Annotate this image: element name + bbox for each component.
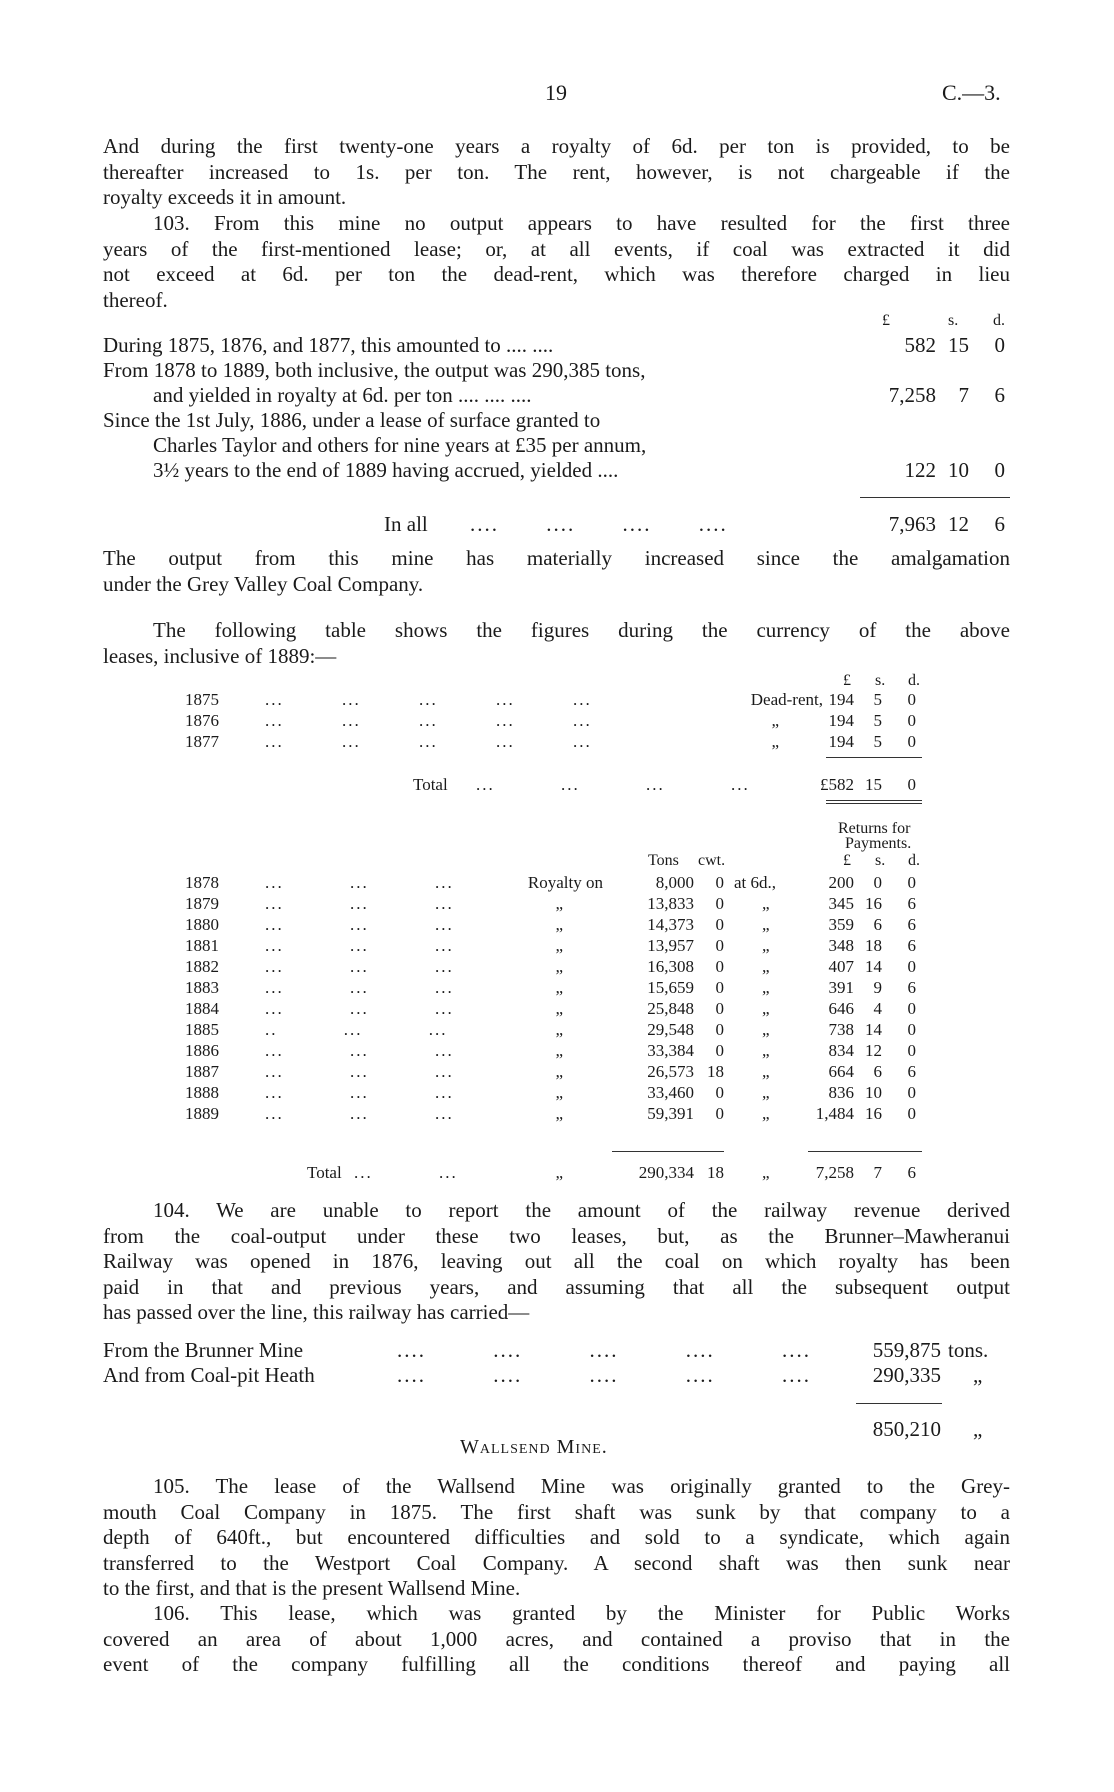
table-cwt: 0 xyxy=(715,1020,724,1039)
table-pence: 6 xyxy=(907,978,916,997)
text-line: 104. We are unable to report the amount of the railway revenue derived xyxy=(153,1198,1010,1222)
table-pounds: 834 xyxy=(828,1041,854,1060)
table-leader-dots: ... ... ... xyxy=(265,1062,454,1081)
table-cwt: 0 xyxy=(715,978,724,997)
account-row-label: 3½ years to the end of 1889 having accrued, yielded .... xyxy=(153,458,619,482)
text-line: thereof. xyxy=(103,287,168,312)
table-label: „ xyxy=(555,978,563,997)
text-line: 105. The lease of the Wallsend Mine was originally granted to the Grey- xyxy=(153,1474,1010,1498)
account-pounds: 122 xyxy=(904,458,936,482)
table-tons: 16,308 xyxy=(647,957,694,976)
table-tons: 29,548 xyxy=(647,1020,694,1039)
table-pence: 6 xyxy=(907,915,916,934)
table-pounds: 359 xyxy=(828,915,854,934)
account-shillings: 7 xyxy=(958,383,969,407)
paragraph-intro xyxy=(103,134,1010,211)
table-tons: 14,373 xyxy=(647,915,694,934)
text-line: leases, inclusive of 1889:— xyxy=(103,643,337,668)
text-line: mouth Coal Company in 1875. The first shaft was sunk by that company to a xyxy=(103,1499,1010,1524)
table-rate: „ xyxy=(762,957,770,976)
text-line: event of the company fulfilling all the conditions thereof and paying all xyxy=(103,1652,1010,1676)
table-tons: 26,573 xyxy=(647,1062,694,1081)
table-leader-dots: ... ... ... xyxy=(265,873,454,892)
paragraph-104 xyxy=(103,1198,1010,1326)
table-pence: 0 xyxy=(907,873,916,892)
table-pounds: 836 xyxy=(828,1083,854,1102)
table-tons: 25,848 xyxy=(647,999,694,1018)
railway-unit: „ xyxy=(973,1417,983,1441)
pence-heading: d. xyxy=(908,672,920,689)
table-rate: „ xyxy=(762,1020,770,1039)
table-label: „ xyxy=(771,711,779,730)
table-label: „ xyxy=(555,1041,563,1060)
table-pounds: 345 xyxy=(828,894,854,913)
table-cwt: 0 xyxy=(715,873,724,892)
table-leader-dots: ... ... ... ... ... xyxy=(265,732,592,751)
table-tons: 33,384 xyxy=(647,1041,694,1060)
table-total-pounds: £582 xyxy=(820,775,854,794)
table-rate: „ xyxy=(762,1104,770,1123)
table-shillings: 12 xyxy=(865,1041,882,1060)
table-pence: 0 xyxy=(907,1104,916,1123)
table-year: 1887 xyxy=(185,1062,219,1081)
cwt-heading: cwt. xyxy=(698,852,726,869)
table-pounds: 738 xyxy=(828,1020,854,1039)
table-rate: at 6d., xyxy=(734,873,777,892)
section-heading: Wallsend Mine. xyxy=(460,1436,608,1458)
account-pence: 0 xyxy=(994,458,1005,482)
paragraph-table-intro xyxy=(103,618,1010,669)
account-row-label: Charles Taylor and others for nine years at £35 per annum, xyxy=(153,433,647,457)
account-shillings: 15 xyxy=(948,333,969,357)
table-year: 1886 xyxy=(185,1041,219,1060)
table-year: 1882 xyxy=(185,957,219,976)
table-total-pence: 6 xyxy=(907,1163,916,1182)
text-line: 103. From this mine no output appears to have resulted for the first three xyxy=(153,211,1010,235)
table-total-pounds: 7,258 xyxy=(815,1163,854,1182)
table-shillings: 6 xyxy=(873,1062,882,1081)
table-label: „ xyxy=(555,1062,563,1081)
sum-rule xyxy=(826,757,922,758)
table-year: 1884 xyxy=(185,999,219,1018)
table-shillings: 16 xyxy=(865,894,882,913)
table-leader-dots: ... ... ... xyxy=(265,915,454,934)
paragraph-105 xyxy=(103,1474,1010,1602)
table-pounds: 646 xyxy=(828,999,854,1018)
table-pounds: 200 xyxy=(828,873,854,892)
table-cwt: 0 xyxy=(715,936,724,955)
railway-value: 559,875 xyxy=(872,1338,941,1362)
table-cwt: 0 xyxy=(715,915,724,934)
table-total-label: Total xyxy=(413,775,448,794)
table-label: „ xyxy=(555,894,563,913)
table-pounds: 664 xyxy=(828,1062,854,1081)
sum-rule xyxy=(860,497,1010,498)
table-year: 1878 xyxy=(185,873,219,892)
returns-heading: Payments. xyxy=(845,835,912,852)
account-shillings: 10 xyxy=(948,458,969,482)
account-total-label: In all xyxy=(384,512,428,536)
table-label: Royalty on xyxy=(527,873,603,892)
paragraph-106 xyxy=(103,1601,1010,1678)
text-line: under the Grey Valley Coal Company. xyxy=(103,571,424,596)
table-cwt: 0 xyxy=(715,1083,724,1102)
text-line: not exceed at 6d. per ton the dead-rent, which was therefore charged in lieu xyxy=(103,262,1010,286)
table-year: 1885 xyxy=(185,1020,219,1039)
table-leader-dots: ... ... ... xyxy=(265,978,454,997)
table-year: 1888 xyxy=(185,1083,219,1102)
table-label: „ xyxy=(555,957,563,976)
sum-rule xyxy=(612,1151,724,1152)
table-leader-dots: ... ... ... ... xyxy=(476,775,750,794)
table-label: „ xyxy=(555,936,563,955)
table-leader-dots: ... ... ... xyxy=(265,1104,454,1123)
table-rate: „ xyxy=(762,894,770,913)
table-rate: „ xyxy=(762,1062,770,1081)
pounds-heading: £ xyxy=(843,672,851,689)
text-line: transferred to the Westport Coal Company. A second shaft was then sunk near xyxy=(103,1550,1010,1575)
table-shillings: 9 xyxy=(873,978,882,997)
page-number: 19 xyxy=(545,80,567,105)
railway-unit: „ xyxy=(973,1363,983,1387)
table-cwt: 0 xyxy=(715,1104,724,1123)
account-pence: 0 xyxy=(994,333,1005,357)
table-rate: „ xyxy=(762,936,770,955)
text-line: And during the first twenty-one years a royalty of 6d. per ton is provided, to be xyxy=(103,134,1010,158)
pounds-heading: £ xyxy=(882,312,890,329)
text-line: paid in that and previous years, and assuming that all the subsequent output xyxy=(103,1274,1010,1299)
account-total-dots: .... .... .... .... xyxy=(470,512,728,536)
table-shillings: 5 xyxy=(873,690,882,709)
table-cwt: 0 xyxy=(715,1041,724,1060)
table-pence: 0 xyxy=(907,732,916,751)
table-total-rate: „ xyxy=(762,1163,770,1182)
text-line: depth of 640ft., but encountered difficulties and sold to a syndicate, which again xyxy=(103,1525,1010,1549)
table-label: „ xyxy=(555,1104,563,1123)
paragraph-103 xyxy=(103,211,1010,313)
table-rate: „ xyxy=(762,999,770,1018)
table-pence: 0 xyxy=(907,1041,916,1060)
table-leader-dots: ... ... ... ... ... xyxy=(265,711,592,730)
table-label: „ xyxy=(555,999,563,1018)
tons-heading: Tons xyxy=(648,852,679,869)
account-pounds: 7,258 xyxy=(888,383,936,407)
pounds-heading: £ xyxy=(843,852,851,869)
shillings-heading: s. xyxy=(948,312,959,329)
table-shillings: 0 xyxy=(873,873,882,892)
pence-heading: d. xyxy=(908,852,920,869)
table-year: 1881 xyxy=(185,936,219,955)
text-line: The output from this mine has materially increased since the amalgamation xyxy=(103,546,1010,570)
table-tons: 8,000 xyxy=(655,873,694,892)
table-rate: „ xyxy=(762,1083,770,1102)
paragraph-output xyxy=(103,546,1010,597)
account-total-pence: 6 xyxy=(994,512,1005,536)
account-total-pounds: 7,963 xyxy=(888,512,936,536)
table-year: 1889 xyxy=(185,1104,219,1123)
text-line: Railway was opened in 1876, leaving out all the coal on which royalty has been xyxy=(103,1249,1010,1273)
table-cwt: 0 xyxy=(715,999,724,1018)
table-shillings: 14 xyxy=(865,1020,882,1039)
table-total-pence: 0 xyxy=(907,775,916,794)
table-shillings: 10 xyxy=(865,1083,882,1102)
table-pence: 0 xyxy=(907,1083,916,1102)
table-label: „ xyxy=(555,1083,563,1102)
double-rule xyxy=(826,803,922,804)
table-pounds: 391 xyxy=(828,978,854,997)
table-total-tons: 290,334 xyxy=(638,1163,694,1182)
account-row-label: and yielded in royalty at 6d. per ton .... .... .... xyxy=(153,383,532,407)
table-tons: 33,460 xyxy=(647,1083,694,1102)
table-leader-dots: ... ... ... xyxy=(265,1083,454,1102)
table-year: 1879 xyxy=(185,894,219,913)
railway-row-label: And from Coal-pit Heath xyxy=(103,1363,315,1387)
table-leader-dots: .. ... ... xyxy=(265,1020,448,1039)
account-row-label: From 1878 to 1889, both inclusive, the output was 290,385 tons, xyxy=(103,358,646,382)
text-line: from the coal-output under these two leases, but, as the Brunner–Mawheranui xyxy=(103,1223,1010,1248)
sum-rule xyxy=(856,1403,942,1404)
sum-rule xyxy=(808,1151,922,1152)
table-pounds: 407 xyxy=(828,957,854,976)
table-tons: 13,833 xyxy=(647,894,694,913)
table-pence: 6 xyxy=(907,1062,916,1081)
account-total-shillings: 12 xyxy=(948,512,969,536)
table-pounds: 348 xyxy=(828,936,854,955)
table-year: 1876 xyxy=(185,711,219,730)
text-line: to the first, and that is the present Wallsend Mine. xyxy=(103,1576,521,1600)
table-cwt: 0 xyxy=(715,894,724,913)
table-pence: 0 xyxy=(907,711,916,730)
table-pounds: 1,484 xyxy=(815,1104,854,1123)
table-leader-dots: ... ... ... ... ... xyxy=(265,690,592,709)
table-year: 1875 xyxy=(185,690,219,709)
table-leader-dots: ... ... ... xyxy=(265,1041,454,1060)
table-pounds: 194 xyxy=(828,711,854,730)
table-label: „ xyxy=(555,915,563,934)
table-pence: 0 xyxy=(907,999,916,1018)
account-row-label: Since the 1st July, 1886, under a lease of surface granted to xyxy=(103,408,601,432)
table-tons: 59,391 xyxy=(647,1104,694,1123)
table-label: Dead-rent, xyxy=(750,690,823,709)
table-label: „ xyxy=(771,732,779,751)
table-pence: 0 xyxy=(907,1020,916,1039)
table-shillings: 14 xyxy=(865,957,882,976)
text-line: years of the first-mentioned lease; or, at all events, if coal was extracted it did xyxy=(103,236,1010,261)
account-pounds: 582 xyxy=(904,333,936,357)
account-row-label: During 1875, 1876, and 1877, this amounted to .... .... xyxy=(103,333,554,357)
text-line: The following table shows the figures during the currency of the above xyxy=(153,618,1010,642)
table-pence: 0 xyxy=(907,957,916,976)
table-year: 1877 xyxy=(185,732,219,751)
table-pounds: 194 xyxy=(828,732,854,751)
table-total-label-mark: „ xyxy=(555,1163,563,1182)
table-leader-dots: ... ... ... xyxy=(265,894,454,913)
account-pence: 6 xyxy=(994,383,1005,407)
table-label: „ xyxy=(555,1020,563,1039)
table-total-label: Total xyxy=(307,1163,342,1182)
railway-total: 850,210 xyxy=(872,1417,941,1441)
table-rate: „ xyxy=(762,1041,770,1060)
table-cwt: 0 xyxy=(715,957,724,976)
text-line: thereafter increased to 1s. per ton. The rent, however, is not chargeable if the xyxy=(103,159,1010,184)
table-shillings: 5 xyxy=(873,732,882,751)
railway-value: 290,335 xyxy=(872,1363,941,1387)
table-shillings: 6 xyxy=(873,915,882,934)
table-shillings: 18 xyxy=(865,936,882,955)
table-shillings: 4 xyxy=(873,999,882,1018)
table-leader-dots: ... ... ... xyxy=(265,936,454,955)
table-year: 1883 xyxy=(185,978,219,997)
shillings-heading: s. xyxy=(875,672,886,689)
table-leader-dots: ... ... xyxy=(354,1163,458,1182)
table-total-shillings: 7 xyxy=(873,1163,882,1182)
table-leader-dots: .... .... .... .... .... xyxy=(397,1363,811,1387)
shillings-heading: s. xyxy=(875,852,886,869)
table-tons: 13,957 xyxy=(647,936,694,955)
table-leader-dots: ... ... ... xyxy=(265,999,454,1018)
table-shillings: 5 xyxy=(873,711,882,730)
table-leader-dots: ... ... ... xyxy=(265,957,454,976)
text-line: royalty exceeds it in amount. xyxy=(103,185,347,209)
table-pence: 6 xyxy=(907,936,916,955)
text-line: has passed over the line, this railway has carried— xyxy=(103,1300,530,1324)
table-rate: „ xyxy=(762,978,770,997)
table-tons: 15,659 xyxy=(647,978,694,997)
table-total-shillings: 15 xyxy=(865,775,882,794)
railway-row-label: From the Brunner Mine xyxy=(103,1338,304,1362)
table-cwt: 18 xyxy=(707,1062,724,1081)
railway-unit: tons. xyxy=(948,1338,989,1362)
table-pounds: 194 xyxy=(828,690,854,709)
table-total-cwt: 18 xyxy=(707,1163,724,1182)
table-rate: „ xyxy=(762,915,770,934)
document-reference: C.—3. xyxy=(942,80,1001,105)
double-rule xyxy=(826,800,922,801)
text-line: covered an area of about 1,000 acres, and contained a proviso that in the xyxy=(103,1626,1010,1651)
table-pence: 0 xyxy=(907,690,916,709)
pence-heading: d. xyxy=(993,312,1005,329)
table-pence: 6 xyxy=(907,894,916,913)
text-line: 106. This lease, which was granted by the Minister for Public Works xyxy=(153,1601,1010,1625)
table-year: 1880 xyxy=(185,915,219,934)
table-leader-dots: .... .... .... .... .... xyxy=(397,1338,811,1362)
returns-heading: Returns for xyxy=(838,820,911,837)
table-shillings: 16 xyxy=(865,1104,882,1123)
